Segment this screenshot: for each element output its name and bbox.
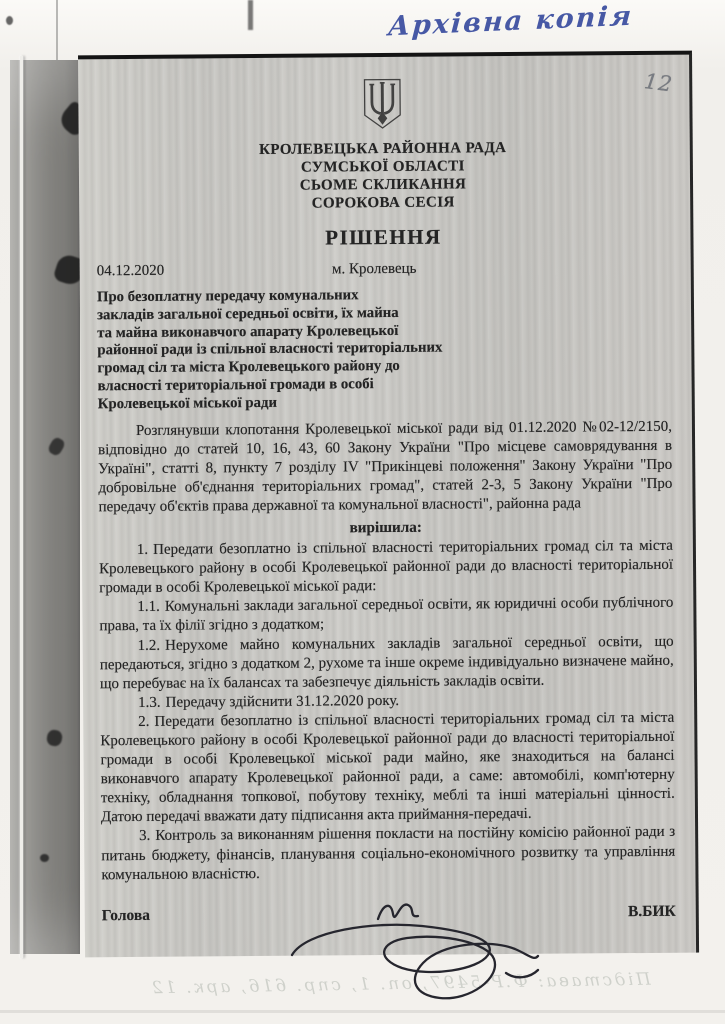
item-text: Контроль за виконанням рішення покласти на постійну комісію районної ради з питань бюджету, фінансів, планування соціально-економічного розвитку та управління комунальною власністю. [101,824,676,883]
resolution-item [99,594,673,637]
item-text: Нерухоме майно комунальних закладів загальної середньої освіти, що передаються, згідно з додатком 2, рухоме та інше окреме індивідуально визначене майно, що перебуває на їх балансах та забезпечує діяльність закладів освіти. [99,633,674,692]
scan-artifact [248,0,253,30]
item-text: Передати безоплатно із спільної власності територіальних громад сіл та міста Кролевецького району в особі Кролевецької районної ради до власності територіальної громади в особі Кролевецької міської ради: [98,537,674,597]
item-number: 1.3. [138,694,161,711]
signature-ink [282,893,544,1011]
subject-line: Кролевецької міської ради [97,394,278,413]
item-text: Передати безоплатно із спільної власності територіальних громад сіл та міста Кролевецького району в особі Кролевецької районної ради до власності територіальної громади в особі Кролевецької міської ради майно, яке знаходиться на балансі виконавчого апарату Кролевецької районної ради, а саме: автомобілі, комп'ютерну техніку, обладнання топкової, побутову техніку, меблі та інші матеріальні цінності. Датою передачі вважати дату підписання акта приймання-передачі. [100,709,675,826]
item-text: Комунальні заклади загальної середньої освіти, як юридичні особи публічного права, та їх філії згідно з додатком; [99,595,674,635]
date-place-line [97,259,671,281]
org-region-line: СУМСЬКОЇ ОБЛАСТІ [300,158,465,176]
signer-title: Голова [101,906,151,924]
resolution-item [99,537,673,599]
binding-gutter [10,60,80,954]
item-number: 3. [139,828,151,845]
binding-thread [20,56,23,958]
subject-line: громад сіл та міста Кролевецького району до [97,358,400,377]
document-date: 04.12.2020 [96,262,165,280]
resolution-lead: вирішила: [349,518,422,537]
binding-thread [56,0,58,62]
subject-line: власності територіальної громади в особі [97,376,374,395]
resolution-item [100,632,674,694]
item-number: 1.2. [137,637,161,654]
ukraine-trident-icon [357,78,407,136]
item-number: 1. [136,541,149,559]
resolution-item [100,709,675,828]
bleed-through-handwriting: Підстава: Ф.Р-5497, оп. 1, спр. 616, арк. 12 [149,969,651,999]
scan-artifact [6,16,13,25]
org-name-line: КРОЛЕВЕЦЬКА РАЙОННА РАДА [259,140,507,158]
document-place: м. Кролевець [331,260,417,278]
binding-hole [40,854,49,862]
convocation-line: СЬОМЕ СКЛИКАННЯ [299,176,467,194]
subject-line: та майна виконавчого апарату Кролевецької [97,322,399,341]
item-number: 2. [138,713,150,730]
item-text: Передачу здійснити 31.12.2020 року. [165,692,400,711]
resolution-item [101,823,675,885]
subject-line: закладів загальної середньої освіти, їх майна [96,304,399,324]
issuing-authority [96,138,671,215]
subject-line: районної ради із спільної власності територіальних [97,339,443,359]
subject-line: Про безоплатну передачу комунальних [96,287,359,306]
preamble-paragraph: Розглянувши клопотання Кролевецької міської ради від 01.12.2020 №02-12/2150, відповідно до статей 10, 16, 43, 60 Закону України "Про місцеве самоврядування в Україні", статті 8, пункту 7 розділу IV "Прикінцеві положення" Закону України "Про добровільне об'єднання територіальних громад", статей 2-3, 5 Закону України "Про передачу об'єктів права державної та комунальної власності", районна рада [98,418,673,516]
item-number: 1.1. [137,599,160,616]
document-page [78,51,699,958]
page-number-handwriting: 12 [643,69,675,97]
archival-copy-handwriting: Архівна копія [387,0,635,43]
document-type-title: РІШЕННЯ [325,224,442,250]
signer-name: В.БИК [627,902,676,920]
subject-title [97,285,672,414]
session-line: СОРОКОВА СЕСІЯ [311,194,455,212]
